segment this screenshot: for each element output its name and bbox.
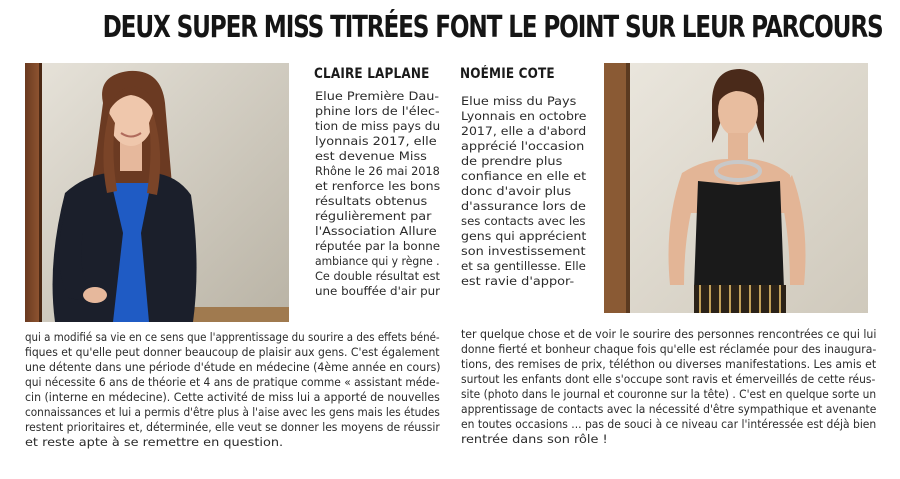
text-line: surtout les enfants dont elle s'occupe sont ravis et émerveillés de cette réus- (461, 372, 876, 386)
text-line: résultats obtenus (315, 194, 428, 208)
text-line: Elue miss du Pays (461, 94, 577, 108)
text-line: fiques et qu'elle peut donner beaucoup de plaisir aux gens. C'est également (25, 345, 440, 359)
author-name-noemie: NOÉMIE COTE (460, 66, 555, 82)
text-line: régulièrement par (315, 209, 432, 223)
column1-narrow-text (315, 89, 440, 299)
text-line: Elue Première Dau- (315, 89, 440, 103)
text-line: Rhône le 26 mai 2018 (315, 164, 440, 178)
text-line: une bouffée d'air pur (315, 284, 441, 298)
text-line: connaissances et lui a permis d'être plus à l'aise avec les gens mais les études (25, 405, 440, 419)
text-line: qui a modifié sa vie en ce sens que l'apprentissage du sourire a des effets béné- (25, 330, 440, 344)
text-line: une détente dans une période d'étude en médecine (4ème année en cours) (25, 360, 441, 374)
text-line: gens qui apprécient (461, 229, 587, 243)
text-line: de prendre plus (461, 154, 563, 168)
text-line: Lyonnais en octobre (461, 109, 587, 123)
article-headline: DEUX SUPER MISS TITRÉES FONT LE POINT SUR LEUR PARCOURS (102, 10, 883, 45)
text-line: donc d'avoir plus (461, 184, 572, 198)
text-line: cin (interne en médecine). Cette activité de miss lui a apporté de nouvelles (25, 390, 440, 404)
text-line: phine lors de l'élec- (315, 104, 440, 118)
text-line: site (photo dans le journal et couronne sur la tête) . C'est en quelque sorte un (461, 387, 877, 401)
portrait-illustration-1 (25, 63, 289, 322)
text-line: d'assurance lors de (461, 199, 586, 213)
text-line: est devenue Miss (315, 149, 427, 163)
text-line: restent prioritaires et, déterminée, elle veut se donner les moyens de réussir (25, 420, 440, 434)
text-line: lyonnais 2017, elle (315, 134, 437, 148)
text-line: tions, des remises de prix, téléthon ou diverses manifestations. Les amis et (461, 357, 877, 371)
text-line: 2017, elle a d'abord (461, 124, 587, 138)
text-line: ses contacts avec les (461, 214, 586, 228)
text-line: Ce double résultat est (315, 269, 440, 283)
text-line: confiance en elle et (461, 169, 587, 183)
text-line: tion de miss pays du (315, 119, 441, 133)
text-line: est ravie d'appor- (461, 274, 575, 288)
column2-narrow-text (461, 94, 586, 289)
column1-wide-text (25, 330, 440, 450)
text-line: rentrée dans son rôle ! (461, 432, 608, 446)
text-line: son investissement (461, 244, 586, 258)
text-line: ambiance qui y règne . (315, 254, 440, 268)
text-line: apprentissage de contacts avec la nécessité d'être sympathique et avenante (461, 402, 877, 416)
text-line: qui nécessite 6 ans de théorie et 4 ans de pratique comme « assistant méde- (25, 375, 440, 389)
text-line: ter quelque chose et de voir le sourire des personnes rencontrées ce qui lui (461, 327, 877, 341)
photo-claire-laplane (25, 63, 289, 322)
text-line: et sa gentillesse. Elle (461, 259, 586, 273)
text-line: en toutes occasions ... pas de souci à ce niveau car l'intéressée est déjà bien (461, 417, 877, 431)
text-line: et reste apte à se remettre en question. (25, 435, 284, 449)
text-line: l'Association Allure (315, 224, 437, 238)
text-line: et renforce les bons (315, 179, 441, 193)
text-line: donne fierté et bonheur chaque fois qu'elle est réclamée pour des inaugura- (461, 342, 877, 356)
column2-wide-text (461, 327, 876, 447)
portrait-illustration-2 (604, 63, 868, 313)
author-name-claire: CLAIRE LAPLANE (314, 66, 430, 82)
photo-noemie-cote (604, 63, 868, 313)
text-line: réputée par la bonne (315, 239, 441, 253)
text-line: apprécié l'occasion (461, 139, 585, 153)
